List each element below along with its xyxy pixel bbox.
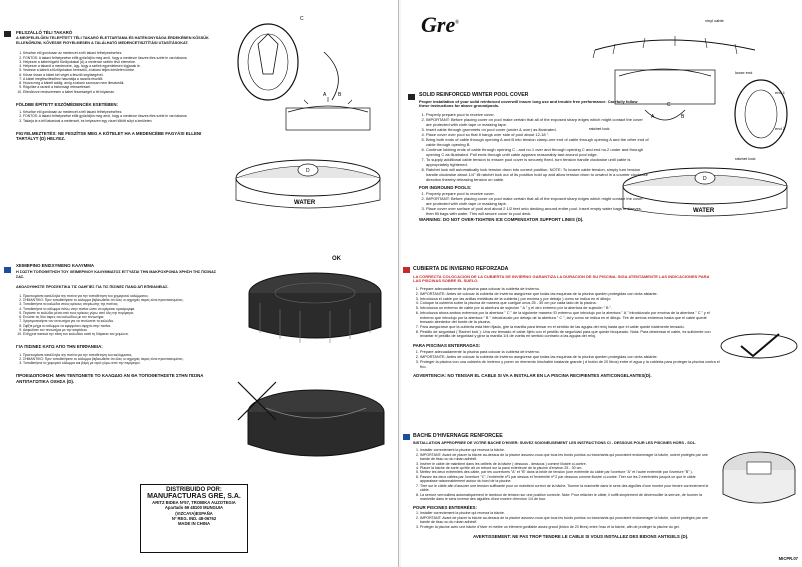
gr-step-item: 6. Ενώστε τις δύο άκρες του καλωδίου με τον τεντωτήρα.	[23, 315, 222, 319]
en-intro: Proper installation of your solid reinforced coverwill insure long use and trouble free performance. Carefully follow these instructions for above groundpools.	[419, 98, 638, 109]
gr-step-item: 7. Χρησιμοποιήστε τον τεντωτήρα για να τεντώσετε το καλώδιο.	[23, 319, 222, 323]
right-check-icon	[717, 326, 801, 370]
left-diagram-code-b: B	[338, 92, 342, 98]
left-incorrect-cover-drawing	[236, 378, 394, 470]
es-step-item: 8. Pestillo de seguridad ( Rachet lock ): Una vez tensado el cable fíjelo con el pestillo de seguridad para que quede bloqueado. Nota: Para destensar el cable, es suficiente con levantar el pestillo de seguridad y girar la manilla 1/4 de vuelta en sentido contrario a las agujas del reloj.	[420, 330, 720, 339]
right-reel-detail-drawing	[717, 440, 801, 516]
es-step-item: 4. Coloque la cubierta sobre la piscina de manera que cuelgue unos 25 - 30 cm por cada lado de la piscina.	[420, 301, 720, 306]
distributor-by: DISTRIBUIDO POR:	[166, 487, 222, 493]
es-warning: ADVERTENCIA: NO TENSAR EL CABLE SI VA A INSTALAR EN LA PISCINA RECIPIENTES ANTICONGELANTES(D).	[413, 373, 652, 379]
right-water-label: WATER	[693, 208, 715, 214]
en-step-item: 3. Insert cable through grommets on pool cover (under & over) as illustrated.	[426, 127, 649, 132]
en-warning: WARNING: DO NOT OVER-TIGHTEN ICE COMPENSATOR SUPPORT LINES (D).	[419, 217, 584, 223]
en-inground-title: FOR INGROUND POOLS:	[419, 185, 472, 191]
fr-step-item: 8. La serrure verrouillera automatiquement le tambour de tension sur une position correcte. Note: Pour relâcher le câble, il suffit simplement de déverrouiller la serrure, de tourner la manivelle dans le sens inverse des aiguilles d'une montre d'environ 1/4 de tour.	[420, 493, 713, 502]
fr-inground-step-item: 3. Protéger la piscine avec une bâche d'hiver et mettre un élément gonflable assez grand (bidon de 20 litres) entre l'eau et la bâche, afin de protéger la piscine du gel.	[420, 525, 713, 529]
hu-inground-step-item: 3. Takarja le a téli takaróval a medencét, és helyezzen egy vízzel töltött súlyt a kerületen.	[23, 119, 218, 123]
hu-step-item: 4. Helyezze a takarót a medencére, úgy, hogy a szélek egyenletesen lógjanak le.	[23, 64, 218, 68]
en-step-item: 6. Continue lobbing ends of cable through opening C - and no.1 over and through opening C and end no.2 under and through opening C as illustrated. Pull ends through until cable appears reasonably taut around pool edge.	[426, 147, 649, 157]
fr-step-item: 1. Installer correctement la piscine qui recevra la bâche.	[420, 448, 713, 452]
distributor-made: MADE IN CHINA	[177, 521, 211, 526]
fr-inground-list	[413, 511, 713, 529]
gr-inground-step-item: 3. Τοποθετήστε το χειμερινό κάλυμμα και βάρη με νερό γύρω από την περίμετρο.	[23, 361, 222, 365]
english-section	[419, 92, 649, 223]
hu-intro: A MEGFELELŐEN TELEPÍTETT TÉLI TAKARÓ ÉLETTARTAMA ÉS HATÉKONYSÁGA ÉRDEKÉBEN KÖSSÜK ELLENŐRIZNI, KÖVESSE FIGYELMESEN A TALÁLHATÓ MEDENCETISZTÍTÁSI UTASÍTÁSOKAT.	[16, 36, 209, 45]
diagram-ratchet-lock-right: ratchet lock	[735, 156, 756, 161]
en-inground-step-item: 1. Properly prepare pool to receive cover.	[426, 191, 649, 196]
diagram-code-a: A	[651, 114, 655, 120]
gr-step-item: 3. Τοποθετήστε τα καλώδια στους κρίκους στερέωσης της πισίνας.	[23, 302, 222, 306]
fr-step-item: 7. Tirer sur le câble afin d'assurer une tension suffisante pour un maintient correct de la bâche. Tourner la manivelle dans le sens des aiguilles d'une montre pour tendre correctement le câble.	[420, 484, 713, 493]
fr-inground-title: POUR PISCINES ENTERRÉES:	[413, 504, 477, 510]
en-step-item: 7. To supply additional cable tension to ensure pool cover is securely fixed, turn tension handle clockwise until cable is appropriately tightened.	[426, 157, 649, 167]
fr-steps-list	[413, 448, 713, 502]
es-step-item: 2. IMPORTANTE: Antes de colocar la cubierta de invierno asegúrese que todas las esquinas de la piscina queden protegidas con cinta aislante.	[420, 292, 720, 297]
fr-step-item: 2. IMPORTANT: Avant de placer la bâche au-dessus de la piscine assurez-vous que tous les bords pointus ou tranchants qui pourraient endommager la bâche, soient protégés par une bande de tissu ou du ruban adhésif.	[420, 453, 713, 462]
gr-inground-list	[16, 353, 222, 366]
fr-title: BACHE D'HIVERNAGE RENFORCEE	[413, 433, 503, 439]
es-inground-list	[413, 350, 720, 369]
product-code: MICPR.07	[778, 556, 798, 561]
gre-logo-text: Gre	[421, 12, 456, 37]
gr-warning: ΠΡΟΕΙΔΟΠΟΙΗΣΗ: ΜΗΝ ΤΕΝΤΩΝΕΤΕ ΤΟ ΚΑΛΩΔΙΟ ΑΝ ΘΑ ΤΟΠΟΘΕΤΗΣΕΤΕ ΣΤΗΝ ΠΙΣΙΝΑ ΑΝΤΙΠΑΓΩΤΙΚΑ ΟΧΗΣΑ (D).	[16, 373, 204, 384]
gr-step-item: 8. Σφίξτε μέχρι το κάλυμμα να εφαρμόσει σφιχτά στην πισίνα.	[23, 324, 222, 328]
french-section	[413, 433, 713, 539]
hu-step-item: 7. A kábel megfeszítéséhez használja a racsnis feszítőt.	[23, 77, 218, 81]
fr-warning: AVERTISSEMENT: NE PAS TROP TENDRE LE CABLE SI VOUS INSTALLEZ DES BIDONS ANTIGELS (D).	[473, 534, 689, 540]
greek-flag-icon	[4, 267, 11, 273]
diagram-ratchet-lock-left: ratchet lock	[589, 126, 610, 131]
left-install-diagram	[228, 4, 396, 216]
fr-step-item: 4. Placer la bâche de sorte qu'elle ait un rebord sur la paroi extérieure de la piscine d'environ 25 - 30 cm.	[420, 466, 713, 470]
gr-sub: ΑΚΟΛΟΥΘΗΣΤΕ ΠΡΟΣΕΚΤΙΚΑ ΤΙΣ ΟΔΗΓΙΕΣ ΓΙΑ ΤΙΣ ΠΙΣΙΝΕΣ ΠΑΝΩ ΑΠ ΕΠΙΦΑΝΕΙΑΣ.	[16, 285, 169, 290]
fr-inground-step-item: 1. Installer correctement la piscine qui recevra la bâche.	[420, 511, 713, 515]
diagram-end1: end 1	[775, 90, 786, 95]
hu-step-item: 5. Vezesse a kábelt a fűzőlyukakon keresztül, a takaró teljes kerületén körbe.	[23, 68, 218, 72]
es-step-item: 3. Introduzca el cable por las anillas metálicas de la cubierta ( por encima y por debajo ) como se indica en el dibujo.	[420, 297, 720, 302]
left-water-label: WATER	[294, 200, 316, 206]
hu-steps-list	[16, 51, 218, 94]
distributor-nreg: Nº REG. IND. 48-06762	[171, 515, 217, 521]
fr-step-item: 6. Passez les deux câbles par l'overture "C", l'extrémité nº1 par dessus et l'extrémité nº 2 par dessous comme illustré ci-contre. Tirer sur les 2 extrémités jusqu'à ce que le câble apparaisse raisonnablement autour du bord de la piscine.	[420, 475, 713, 484]
fr-step-item: 5. Mettez les deux extrémités des câble, par les ouvertures "A" et "B" dans la bride de tension (une extrémité du câble par l'overture "A" et l'autre extrémité par l'overture "B" ).	[420, 470, 713, 474]
distributor-region: (VIZCAYA)ESPAÑA	[175, 510, 213, 516]
fr-inground-step-item: 2. IMPORTANT: Avant de placer la bâche au-dessus de la piscine assurez-vous que tous les bords pointus ou tranchants qui pourraient endommager la bâche, soient protégés par une bande de tissu ou du ruban adhésif.	[420, 516, 713, 525]
hu-step-item: 6. Kösse össze a kábel két végét a feszítő segítségével.	[23, 73, 218, 77]
hu-inground-title: FÖLDBE ÉPÍTETT ESZÖMÉDENCÉK ESETÉBEN:	[16, 101, 118, 107]
gr-steps-list	[16, 294, 222, 337]
en-steps-list	[419, 112, 649, 182]
en-step-item: 4. Place cover over pool so that it hangs over side of pool about 12-18 ".	[426, 132, 649, 137]
distributor-address: ARITZ BIDEA Nº57, TROBIKA AUZOTEGIA	[152, 500, 236, 505]
es-intro: LA CORRECTA COLOCACION DE LA CUBIERTA DE INVIERNO GARANTIZA LA DURACION DE SU PISCINA. SIGA ATENTAMENTE LAS INDICACIONES PARA LAS PISCINAS SOBRE EL SUELO.	[413, 273, 710, 284]
france-flag-icon	[403, 434, 410, 440]
es-step-item: 1. Prepare adecuadamente la piscina para colocar la cubierta de invierno.	[420, 287, 720, 292]
greek-section	[16, 263, 222, 384]
hu-inground-list	[16, 110, 218, 123]
spain-flag-icon	[403, 267, 410, 273]
hu-step-item: 3. Helyezze a kábelrögzítő fűzőlyukakat (A) a medence szélén lévő elemekre.	[23, 60, 218, 64]
en-inground-list	[419, 191, 649, 216]
right-page	[401, 0, 802, 567]
es-title: CUBIERTA DE INVIERNO REFORZADA	[413, 266, 509, 272]
gr-inground-title: ΓΙΑ ΠΙΣΙΝΕΣ ΚΑΤΩ ΑΠΟ ΤΗΝ ΕΠΙΦΑΝΕΙΑ:	[16, 344, 103, 350]
gr-inground-step-item: 1. Προετοιμάστε κατάλληλα την πισίνα για την τοποθέτηση του καλύμματος.	[23, 353, 222, 357]
en-inground-step-item: 2. IMPORTANT: Before placing cover on pool make certain that all of the exposed sharp edges which might contact the cover are protected with cloth tape or masking tape.	[426, 196, 649, 206]
en-step-item: 8. Ratchet lock will automatically lock tension drum into correct position. NOTE: To loosen cable tension, simply turn tension handle clockwise about 1/4" till ratchet lock out of its position hold up and allow tension drum to unwind in a counter clockwise direction thereby releasing tension on cable.	[426, 167, 649, 182]
gr-step-item: 4. Τοποθετήστε το κάλυμμα πάνω στην πισίνα ώστε να κρέμεται ομοιόμορφα.	[23, 307, 222, 311]
hu-step-item: 1. Készítse elő gondosan az medencét a téli takaró felhelyezéséhez.	[23, 51, 218, 55]
left-diagram-code-d: D	[306, 168, 310, 174]
es-inground-step-item: 1. Prepare adecuadamente la piscina para colocar la cubierta de invierno.	[420, 350, 720, 355]
hu-inground-step-item: 1. Készítse elő gondosan az medencét a téli takaró felhelyezéséhez.	[23, 110, 218, 114]
hu-warning: FIGYELMEZTETÉS: NE FESZÍTSE MEG A KÖTELET HA A MEDENCÉBE FAGYÁSI ELLENI TARTÁLYT (D) HELYEZ.	[16, 130, 202, 142]
gr-step-item: 10. Ελέγχετε τακτικά την τάση του καλωδίου κατά τη διάρκεια του χειμώνα.	[23, 332, 222, 336]
gr-step-item: 9. Ασφαλίστε τον τεντωτήρα με την ασφάλεια.	[23, 328, 222, 332]
es-inground-title: PARA PISCINAS ENTERRADAS:	[413, 343, 481, 349]
hu-inground-step-item: 2. FONTOS: A takaró felhelyezése előtt győződjön meg arról, hogy a medence összes éles széle le van takarva.	[23, 114, 218, 118]
es-inground-step-item: 2. IMPORTANTE: Antes de colocar la cubierta de invierno asegúrese que todas las esquinas de la piscina queden protegidas con cinta aislante.	[420, 355, 720, 360]
es-steps-list	[413, 287, 720, 339]
es-step-item: 7. Para asegurarse que la cubierta está bien fijada, gire la manilla para tensar en el sentido de las agujas del reloj hasta que el cable quede totalmente tensado.	[420, 325, 720, 330]
hu-step-item: 9. Rögzítse a racsnit a biztonsági reteszeléssel.	[23, 85, 218, 89]
hu-title: FELSZÁLLÓ TÉLI TAKARÓ	[16, 30, 73, 35]
diagram-vinyl-cable: vinyl cable	[705, 18, 724, 23]
diagram-code-c: C	[667, 102, 671, 108]
en-inground-step-item: 3. Place cover over surface of pool and about 2 1/2 feet onto decking around entire pool. Insert empty water bags in sleeves, then fill bags with water. This will secure cover to pool deck.	[426, 206, 649, 216]
distributor-box	[140, 484, 248, 553]
diagram-code-d: D	[703, 176, 707, 182]
fr-step-item: 3. Insérer le câble de maintient dans les oeillets de la bâche ( dessous - dessous ) comme illustré ci-contre.	[420, 462, 713, 466]
left-ok-label: OK	[332, 256, 341, 262]
gr-step-item: 1. Προετοιμάστε κατάλληλα την πισίνα για την τοποθέτηση του χειμερινού καλύμματος.	[23, 294, 222, 298]
en-step-item: 5. Bring both ends of cable through opening A and B into tension clamp-one end of cable through opening A and the other end of cable through opening B.	[426, 137, 649, 147]
gr-inground-step-item: 2. ΣΗΜΑΝΤΙΚΟ: Πριν τοποθετήσετε το κάλυμμα βεβαιωθείτε ότι όλες οι αιχμηρές άκρες είναι προστατευμένες.	[23, 357, 222, 361]
en-title: SOLID REINFORCED WINTER POOL COVER	[419, 92, 529, 98]
hungarian-section	[16, 30, 218, 141]
gr-step-item: 2. ΣΗΜΑΝΤΙΚΟ: Πριν τοποθετήσετε το κάλυμμα βεβαιωθείτε ότι όλες οι αιχμηρές άκρες είναι προστατευμένες.	[23, 298, 222, 302]
hu-step-item: 8. Húzza meg a kábelt addig, amíg a takaró szorosan nem illeszkedik.	[23, 81, 218, 85]
hu-step-item: 10. Ellenőrizze rendszeresen a kábel feszességét a tél folyamán.	[23, 90, 218, 94]
left-diagram-code-a: A	[323, 92, 327, 98]
left-page	[0, 0, 399, 567]
distributor-apartado: Apartado 69 48100 MUNGUIA	[164, 505, 224, 511]
en-step-item: 1. Properly prepare pool to receive cover.	[426, 112, 649, 117]
en-step-item: 2. IMPORTANT: Before placing cover on pool make certain that all of the exposed sharp edges which might contact the cover are protected with cloth tape or masking tape.	[426, 117, 649, 127]
left-diagram-code-c: C	[300, 16, 304, 22]
diagram-end2: end 2	[775, 126, 786, 131]
gre-logo: Gre®	[421, 12, 459, 37]
es-inground-step-item: 3. Proteger la piscina con una cubierta de invierno y poner un elemento hinchable bastante grande ( d botón de 20 litros) entre el agua y la cubierta para proteger la piscina contra el frío.	[420, 360, 720, 369]
uk-flag-icon	[408, 94, 415, 100]
hu-step-item: 2. FONTOS: A takaró felhelyezése előtt győződjön meg arról, hogy a medence összes éles széle le van takarva.	[23, 56, 218, 60]
left-correct-cover-drawing	[240, 263, 390, 355]
gr-intro: Η ΣΩΣΤΗ ΤΟΠΟΘΕΤΗΣΗ ΤΟΥ ΧΕΙΜΕΡΙΝΟΥ ΚΑΛΥΜΜΑΤΟΣ ΕΓΓΥΑΤΑΙ ΤΗΝ ΜΑΚΡΟΧΡΟΝΙΑ ΧΡΗΣΗ ΤΗΣ ΠΙΣΙΝΑΣ ΣΑΣ.	[16, 270, 217, 279]
hungarian-flag-icon	[4, 31, 11, 37]
distributor-name: MANUFACTURAS GRE, S.A.	[147, 493, 241, 500]
fr-intro: INSTALLATION APPROPRIEE DE VOTRE BACHE D'HIVER: SUIVEZ SOIGNEUSEMENT LES INSTRUCTIONS CI - DESSOUS POUR LES PISCINES HORS - SOL.	[413, 440, 697, 445]
gr-title: ΧΕΙΜΕΡΙΝΟ ΕΝΙΣΧΥΜΕΝΟ ΚΑΛΥΜΜΑ	[16, 263, 95, 268]
diagram-loose-end: loose end	[735, 70, 753, 75]
es-step-item: 6. Introduzca ahora ambos extremos por la abertura " C " de la siguiente manera: El extremo que introdujo por la abertura " A " introdúzcalo por encima de la abertura " C " y el extremo que introdujo por la abertura " B " introdúzcalo por debajo de la abertura " C ", tal y como se indica en el dibujo. Tire de ambos extremos hasta que el cable quede tensado alrededor del borde de la piscina.	[420, 311, 720, 325]
diagram-code-b: B	[681, 114, 685, 120]
gr-step-item: 5. Περάστε το καλώδιο μέσα από τους κρίκους γύρω από όλη την περίμετρο.	[23, 311, 222, 315]
es-step-item: 5. Introduzca un extremo de cable por la abertura de sujeción " A " y el otro extremo por la abertura de sujeción " B ".	[420, 306, 720, 311]
